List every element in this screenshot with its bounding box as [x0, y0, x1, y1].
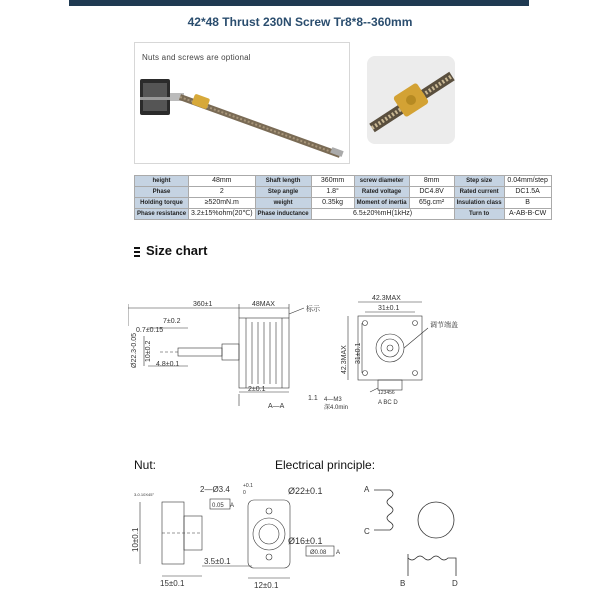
- spec-header-cell: Phase inductance: [255, 209, 311, 220]
- terminal-d: D: [452, 579, 458, 588]
- pin-labels: A BC D: [378, 400, 398, 406]
- front-view-drawing: [340, 292, 490, 416]
- spec-value-cell: B: [504, 198, 551, 209]
- spec-value-cell: 48mm: [189, 176, 256, 187]
- nut-chamfer: 3-0.10X45°: [134, 492, 155, 497]
- nut-position-datum: A: [230, 503, 235, 509]
- dim-2: 2±0.1: [248, 386, 266, 393]
- nut-dim-10: 10±0.1: [131, 527, 140, 552]
- dim-48max: 48MAX: [252, 301, 275, 308]
- size-chart-heading: [134, 243, 207, 259]
- nut-photo: [367, 56, 455, 144]
- dim-10: 10±0.2: [145, 340, 152, 362]
- nut-drawing: [130, 478, 370, 590]
- label-adjust-cap: 调节端盖: [430, 322, 458, 329]
- spec-header-cell: Turn to: [454, 209, 504, 220]
- dim-360: 360±1: [193, 301, 213, 308]
- dim-22: Ø22.3-0.05: [131, 332, 138, 368]
- dim-42-3-v: 42.3MAX: [341, 345, 348, 374]
- motor-photo: [134, 42, 350, 164]
- nut-position-tol: 0.05: [212, 503, 224, 509]
- dim-1-1: 1.1: [308, 395, 318, 402]
- m3-note: [324, 396, 348, 412]
- spec-value-cell: 0.35kg: [311, 198, 354, 209]
- dim-31-v: 31±0.1: [355, 342, 362, 364]
- list-icon: [134, 245, 140, 259]
- terminal-b: B: [400, 579, 406, 588]
- spec-header-cell: Phase: [135, 187, 189, 198]
- spec-value-cell: A-AB-B-CW: [504, 209, 551, 220]
- nut-dim-15: 15±0.1: [160, 579, 185, 588]
- table-row: [135, 176, 552, 187]
- spec-value-cell: 0.04mm/step: [504, 176, 551, 187]
- m3-label: 4—M3: [324, 397, 342, 403]
- dim-7: 7±0.2: [163, 318, 181, 325]
- label-biaoshi: 标示: [306, 306, 320, 313]
- top-header-bar: [69, 0, 529, 6]
- size-chart-label: Size chart: [146, 243, 208, 258]
- spec-header-cell: Insulation class: [454, 198, 504, 209]
- table-row: [135, 187, 552, 198]
- spec-header-cell: height: [135, 176, 189, 187]
- spec-header-cell: Shaft length: [255, 176, 311, 187]
- spec-header-cell: Moment of inertia: [354, 198, 409, 209]
- nut-concentricity: Ø0.08: [310, 550, 327, 556]
- spec-value-cell: 8mm: [409, 176, 454, 187]
- spec-value-cell: DC4.8V: [409, 187, 454, 198]
- pin-numbers: 123456: [378, 390, 395, 396]
- spec-header-cell: Rated voltage: [354, 187, 409, 198]
- depth-label: 深4.0min: [324, 405, 349, 411]
- spec-value-cell: 2: [189, 187, 256, 198]
- side-view-drawing: [128, 296, 348, 416]
- spec-header-cell: Phase resistance: [135, 209, 189, 220]
- terminal-a: A: [364, 485, 370, 494]
- nut-dim-12: 12±0.1: [254, 581, 279, 590]
- spec-header-cell: Step angle: [255, 187, 311, 198]
- spec-value-cell: DC1.5A: [504, 187, 551, 198]
- photo-note: Nuts and screws are optional: [142, 53, 251, 62]
- nut-holes-tol: +0.1: [243, 483, 253, 489]
- spec-table: [134, 175, 552, 220]
- nut-dia-22: Ø22±0.1: [288, 486, 323, 496]
- spec-value-cell: 65g.cm²: [409, 198, 454, 209]
- electrical-label: Electrical principle:: [275, 458, 376, 472]
- spec-header-cell: weight: [255, 198, 311, 209]
- dim-31: 31±0.1: [378, 305, 400, 312]
- nut-concentricity-datum: A: [336, 550, 341, 556]
- spec-value-cell: 1.8°: [311, 187, 354, 198]
- section-aa: A—A: [268, 403, 285, 410]
- dim-4-8: 4.8±0.1: [156, 361, 180, 368]
- page-title: 42*48 Thrust 230N Screw Tr8*8--360mm: [187, 15, 413, 29]
- nut-holes-tol-zero: 0: [243, 490, 246, 496]
- table-row: [135, 209, 552, 220]
- spec-header-cell: Rated current: [454, 187, 504, 198]
- spec-value-cell: ≥520mN.m: [189, 198, 256, 209]
- dim-42-3: 42.3MAX: [372, 295, 401, 302]
- spec-value-cell: 6.5±20%mH(1kHz): [311, 209, 454, 220]
- nut-holes: 2—Ø3.4: [200, 485, 230, 494]
- terminal-c: C: [364, 527, 370, 536]
- nut-label: Nut:: [134, 458, 157, 472]
- nut-illustration: [367, 56, 455, 144]
- table-row: [135, 198, 552, 209]
- dim-0-7: 0.7±0.15: [136, 327, 164, 334]
- electrical-diagram: [360, 478, 470, 590]
- spec-header-cell: Holding torque: [135, 198, 189, 209]
- spec-value-cell: 360mm: [311, 176, 354, 187]
- nut-dim-3-5: 3.5±0.1: [204, 557, 231, 566]
- spec-header-cell: screw diameter: [354, 176, 409, 187]
- spec-value-cell: 3.2±15%ohm(20℃): [189, 209, 256, 220]
- spec-header-cell: Step size: [454, 176, 504, 187]
- nut-dia-16: Ø16±0.1: [288, 536, 323, 546]
